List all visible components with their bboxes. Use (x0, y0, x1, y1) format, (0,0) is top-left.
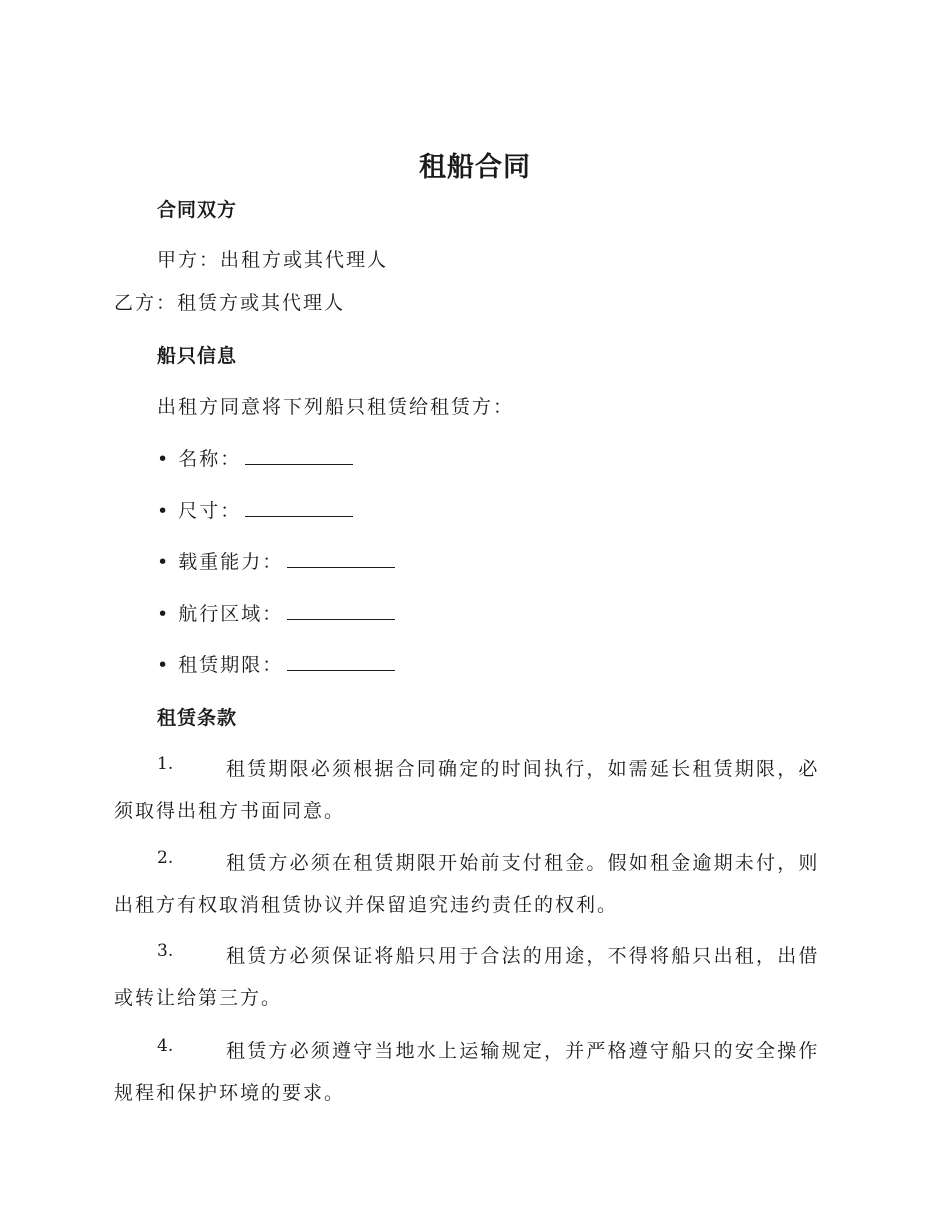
party-a-line: 甲方：出租方或其代理人 (157, 249, 389, 271)
clause-text-line1: 租赁方必须在租赁期限开始前支付租金。假如租金逾期未付，则 (226, 852, 820, 874)
fill-in-blank (245, 446, 353, 465)
section-heading-terms: 租赁条款 (157, 707, 238, 729)
clause-item (114, 848, 834, 917)
fill-in-blank (287, 549, 395, 568)
clause-text-line2: 规程和保护环境的要求。 (114, 1082, 346, 1104)
clause-text-line2: 或转让给第三方。 (114, 987, 283, 1009)
fill-in-blank (287, 652, 395, 671)
field-label: • 航行区域： (157, 603, 284, 625)
clause-item (114, 941, 834, 1010)
clause-number: 4. (157, 1036, 174, 1056)
clause-text-line1: 租赁方必须保证将船只用于合法的用途，不得将船只出租，出借 (226, 945, 820, 967)
clause-text-line2: 出租方有权取消租赁协议并保留追究违约责任的权利。 (114, 894, 619, 916)
clause-text-line1: 租赁期限必须根据合同确定的时间执行，如需延长租赁期限，必 (226, 758, 820, 780)
ship-intro: 出租方同意将下列船只租赁给租赁方： (157, 396, 515, 418)
clause-number: 3. (157, 941, 174, 961)
field-navigation-area (157, 599, 395, 626)
clause-number: 2. (157, 848, 174, 868)
section-heading-ship: 船只信息 (157, 345, 238, 367)
field-label: • 载重能力： (157, 551, 284, 573)
field-label: • 租赁期限： (157, 654, 284, 676)
field-lease-term (157, 650, 395, 677)
field-load-capacity (157, 547, 395, 574)
clause-item (114, 754, 834, 823)
field-label: • 尺寸： (157, 500, 242, 522)
fill-in-blank (245, 498, 353, 517)
section-heading-parties: 合同双方 (157, 199, 238, 221)
field-label: • 名称： (157, 448, 242, 470)
fill-in-blank (287, 601, 395, 620)
field-ship-name (157, 444, 353, 471)
clause-item (114, 1036, 834, 1105)
party-b-line: 乙方：租赁方或其代理人 (114, 292, 346, 314)
document-title: 租船合同 (419, 152, 531, 183)
clause-text-line1: 租赁方必须遵守当地水上运输规定，并严格遵守船只的安全操作 (226, 1040, 820, 1062)
field-ship-size (157, 496, 353, 523)
clause-number: 1. (157, 754, 174, 774)
clause-text-line2: 须取得出租方书面同意。 (114, 800, 346, 822)
